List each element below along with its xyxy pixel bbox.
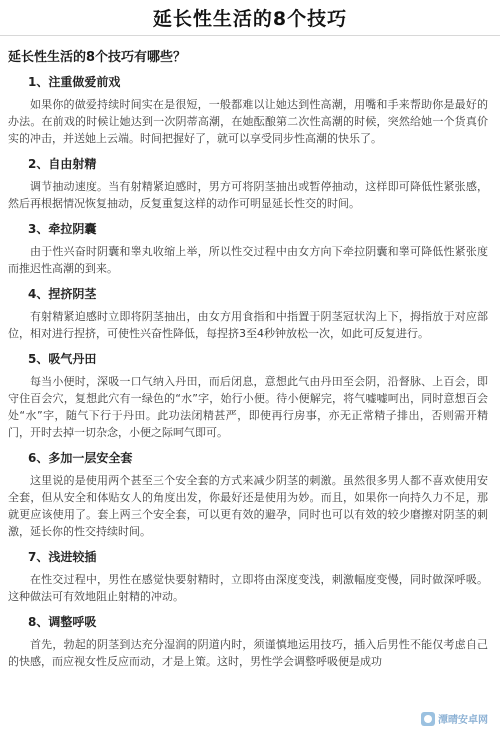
section-2 [8,155,492,212]
watermark [421,711,488,726]
title-bar [0,0,500,36]
article-content [0,36,500,670]
section-heading: 3、牵拉阴囊 [28,222,97,236]
section-text: 调节抽动速度。当有射精紧迫感时，男方可将阴茎抽出或暂停抽动，这样即可降低性紧张感，然后再根据情况恢复抽动，反复重复这样的动作可明显延长性交的时间。 [8,180,488,210]
page-title: 延长性生活的8个技巧 [152,8,348,30]
section-text: 这里说的是使用两个甚至三个安全套的方式来减少阴茎的刺激。虽然很多男人都不喜欢使用安全套，但从安全和体贴女人的角度出发，你最好还是使用为妙。而且，如果你一向持久力不足，那就更应该使用了。套上两三个安全套，可以更有效的避孕，同时也可以有效的较少磨擦对阴茎的刺激，延长你的性交持续时间。 [8,474,488,538]
section-6 [8,449,492,540]
section-8 [8,613,492,670]
app-logo-icon [421,712,435,726]
section-heading: 1、注重做爱前戏 [28,75,121,89]
section-text: 如果你的做爱持续时间实在是很短，一般都难以让她达到性高潮，用嘴和手来帮助你是最好的办法。在前戏的时候让她达到一次阴蒂高潮，在她酝酿第二次性高潮的时候，突然给她一个货真价实的冲击，并送她上云端。时间把握好了，就可以享受同步性高潮的快乐了。 [8,98,488,145]
section-text: 每当小便时，深吸一口气纳入丹田，而后闭息，意想此气由丹田至会阴，沿督脉、上百会，即守住百会穴，复想此穴有一绿色的“水”字，始行小便。待小便解完，将气嘘嘘呵出，同时意想百会处“水”字，随气下行于丹田。此功法闭精甚严，即使再行房事，亦无正常精子排出，否则需开精门，开时去掉一切杂念，小便之际呵气即可。 [8,375,488,439]
article-subtitle: 延长性生活的8个技巧有哪些？ [8,50,187,65]
watermark-text: 潭晴安卓网 [438,715,488,726]
section-heading: 8、调整呼吸 [28,615,97,629]
section-heading: 4、捏挤阴茎 [28,287,97,301]
section-4 [8,285,492,342]
section-heading: 5、吸气丹田 [28,352,97,366]
section-7 [8,548,492,605]
section-5 [8,350,492,441]
section-text: 在性交过程中，男性在感觉快要射精时，立即将由深度变浅，刺激幅度变慢，同时做深呼吸。这种做法可有效地阻止射精的冲动。 [8,573,488,603]
section-text: 首先，勃起的阴茎到达充分湿润的阴道内时，须谨慎地运用技巧，插入后男性不能仅考虑自己的快感，而应视女性反应而动，才是上策。这时，男性学会调整呼吸便是成功 [8,638,488,668]
section-heading: 7、浅进较插 [28,550,97,564]
section-text: 有射精紧迫感时立即将阴茎抽出，由女方用食指和中指置于阴茎冠状沟上下，拇指放于对应部位，相对进行捏挤，可使性兴奋性降低，每捏挤3至4秒钟放松一次，如此可反复进行。 [8,310,488,340]
section-heading: 2、自由射精 [28,157,97,171]
section-heading: 6、多加一层安全套 [28,451,133,465]
section-3 [8,220,492,277]
section-text: 由于性兴奋时阴囊和睾丸收缩上举，所以性交过程中由女方向下牵拉阴囊和睾可降低性紧张度而推迟性高潮的到来。 [8,245,488,275]
section-1 [8,73,492,147]
